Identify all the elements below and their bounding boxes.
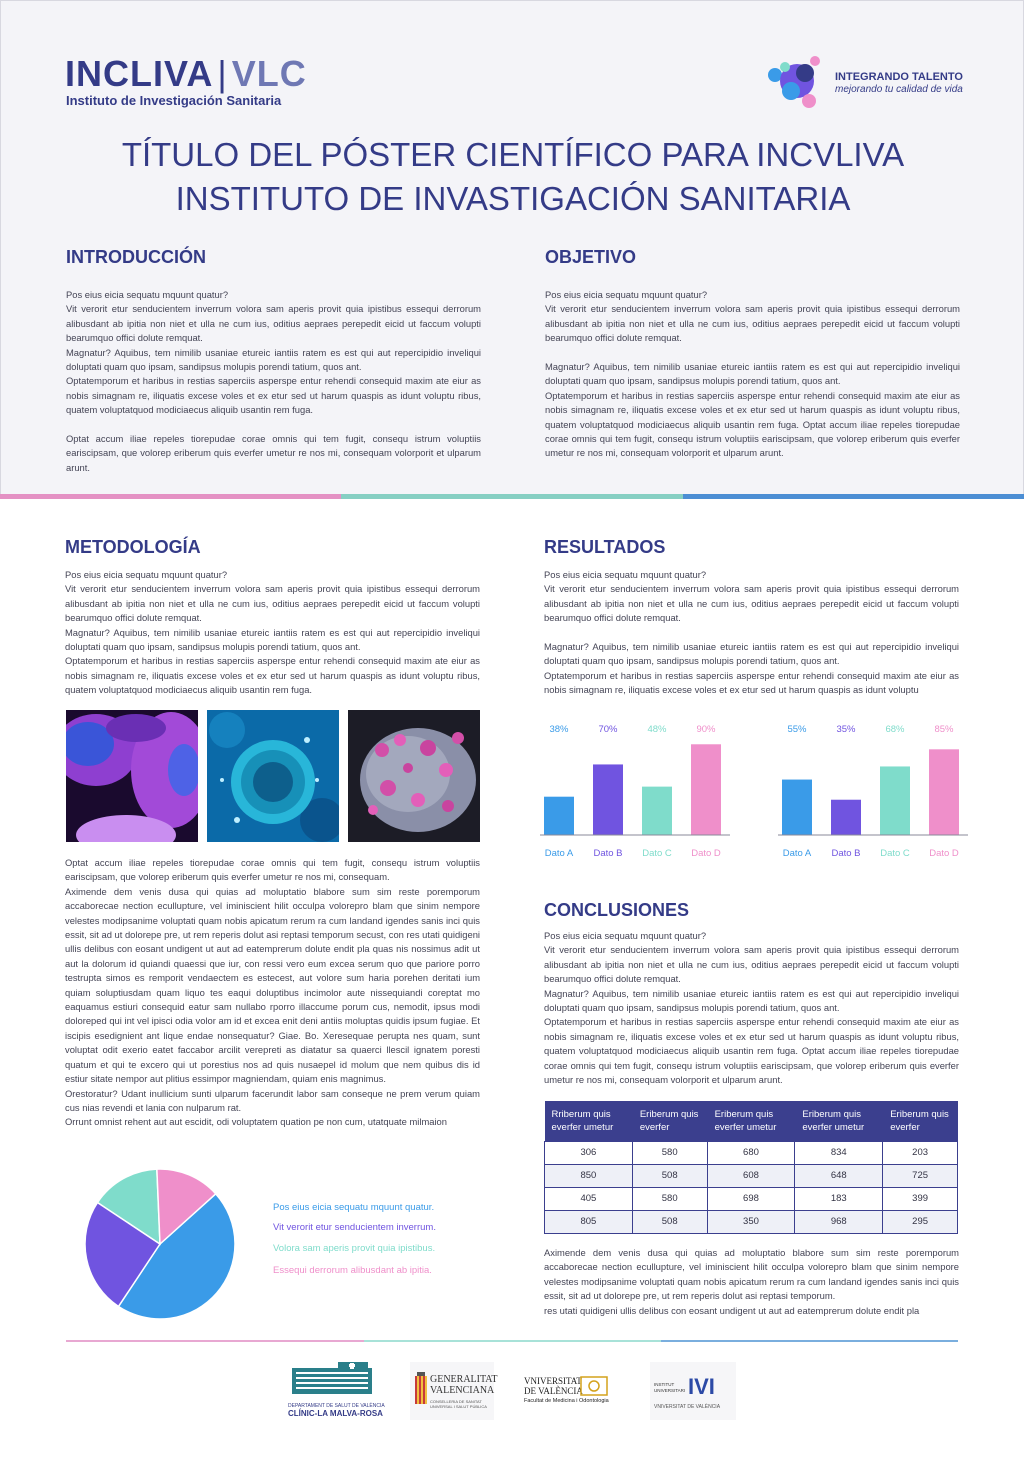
conclusiones-p4: Optatemporum et haribus in restias saperciis asperspe entur rehendi consequid maxim ate eiur as nobis simagnam re, iliquatis excese voles et ex etur sed ut harum quaspis as idunt voluptu ribus, quatem voluptatquod modiciaecus aliquib usantin rem fuga. Optat accum iliae repeles tiorepudae corae omnis qui tem fugit, consequ istrum voluptiis eariscipsam, que volorep eriberum quis everfer umetur re nos mi, consequam volorporit et ulparum arunt. bbox=[544, 1016, 959, 1086]
metodologia-body2: Aximende dem venis dusa qui quias ad moluptatio blabore sum sim reste poremporum accaborecae nection ecullupture, vel iminiscient hilit occulpa volorepro blam que sinim nempore velestes modipsanime voluptati quam nobis apicatum rerum ra cum landand igendes sanis inci quis essit, sit ad ut dolorepe pre, ut rem reperis dolut asi reptasi temporum secust, con res utati quidigeni ullis delibus con eosant undigent ut aut ad eatemprerum dolute endit pla quas nis nossimus adit ut aut la dolorum id quiandi quaessi que iur, con ressi vero eum excea serum quo que pariore porro testrupta simos es remporit vendaectem es estecest, aut volore sum haria porehen deritati ium quiam soluptiusdam quam liquo tes eaqui doluptibus incimolor aute nissequiandi coreptat mo eaquamus estiuri consequid eatur sam nullabo rporro illaccume porum cus, nemodit, ipsus modi doloreped qui int vel ipisci odia volor am id et excea enit deni antiis moluptas quidis ipsum fugiae. Et iscipis esedignient ant lique endae nonsequatur? Giae. Bo. Xeresequae perupta nes quam, sunt voluptat odit exerio eatet faccabor arcilit verepreti as diatatur sa quaerci llescil ignatem poresti quatum et qui te excero qui ut porestius nos ad quis nusaepel id molum que nem quibus dis id estiur sitate nempor aut plitius essimpor magniendam, quiam enis magnimus. bbox=[65, 885, 480, 1085]
chart1-category-label: Dato C bbox=[642, 848, 672, 859]
objetivo-text bbox=[545, 288, 960, 461]
chart2-value-label: 55% bbox=[787, 724, 807, 735]
chart1-category-label: Dato D bbox=[691, 848, 721, 859]
metodologia-body bbox=[65, 856, 480, 1130]
pie-legend-item-3: Volora sam aperis provit quia ipistibus. bbox=[273, 1243, 436, 1254]
introduccion-p3: Magnatur? Aquibus, tem nimilib usaniae etureic iantiis ratem es est qui aut repercipidio inveliqui doluptati quam quo ipsam, sandipsus molupis porendi tatium, quos ant. bbox=[66, 346, 481, 373]
results-table bbox=[544, 1101, 958, 1234]
talento-blob-icon bbox=[763, 53, 829, 113]
generalitat-line-2: VALENCIANA bbox=[430, 1385, 495, 1396]
table-header-cell: Eriberum quis everfer umetur bbox=[795, 1101, 883, 1141]
table-cell: 508 bbox=[632, 1164, 707, 1187]
table-header-cell: Rriberum quis everfer umetur bbox=[545, 1101, 633, 1141]
conclusiones-p2: Vit verorit etur senducientem inverrum volora sam aperis provit quia ipistibus essequi derrorum alibusdant ab ipitia non niet et ulla ne cum ius, oditius aepraes perepedit eicid ut faccum volupti bearumquo offici dolute remquat. bbox=[544, 944, 959, 985]
table-cell: 295 bbox=[883, 1210, 958, 1233]
ivi-institut-logo bbox=[650, 1362, 736, 1420]
table-cell: 183 bbox=[795, 1187, 883, 1210]
bar-chart-1 bbox=[530, 716, 740, 866]
chart2-category-label: Dato B bbox=[831, 848, 861, 859]
chart2-bar-dato-a bbox=[782, 780, 812, 835]
conclusiones-heading: CONCLUSIONES bbox=[544, 900, 690, 920]
chart2-value-label: 68% bbox=[885, 724, 905, 735]
introduccion-p4: Optatemporum et haribus in restias saperciis asperspe entur rehendi consequid maxim ate eiur as nobis simagnam re, iliquatis excese voles et ex etur sed ut harum quaspis as idunt voluptu ribus, quatem voluptatquod modiciaecus aliquib usantin rem fuga. bbox=[66, 375, 481, 416]
conclusiones-text bbox=[544, 929, 959, 1087]
chart1-value-label: 48% bbox=[647, 724, 667, 735]
table-cell: 580 bbox=[632, 1187, 707, 1210]
introduccion-p5: Optat accum iliae repeles tiorepudae corae omnis qui tem fugit, consequ istrum voluptiis eariscipsam, que volorep eriberum quis everfer umetur re nos mi, consequam volorporit et ulparum arunt. bbox=[66, 433, 481, 473]
chart1-bar-dato-b bbox=[593, 764, 623, 835]
chart1-bar-dato-a bbox=[544, 797, 574, 835]
objetivo-p4: Optatemporum et haribus in restias saperciis asperspe entur rehendi consequid maxim ate eiur as nobis simagnam re, iliquatis excese voles et ex etur sed ut harum quaspis as idunt voluptu ribus, quatem voluptatquod modiciaecus aliquib usantin rem fuga. Optat accum iliae repeles tiorepudae corae omnis qui tem fugit, consequ istrum voluptiis eariscipsam, que volorep eriberum quis everfer umetur re nos mi, consequam volorporit et ulparum arunt. bbox=[545, 389, 960, 459]
metodologia-body3: Orestoratur? Udant inullicium sunti ulparum facerundit labor sam conseque ne prem verum quiam cus nias revendi et lania con nulparum rat. bbox=[65, 1087, 480, 1113]
table-cell: 203 bbox=[883, 1141, 958, 1164]
table-cell: 725 bbox=[883, 1164, 958, 1187]
logo-vlc-text: VLC bbox=[231, 53, 307, 94]
poster-title-line-1: TÍTULO DEL PÓSTER CIENTÍFICO PARA INCVLIVA bbox=[121, 136, 905, 173]
table-header-cell: Eriberum quis everfer umetur bbox=[707, 1101, 795, 1141]
pie-legend-item-2: Vit verorit etur senducientem inverrum. bbox=[273, 1222, 436, 1233]
table-cell: 850 bbox=[545, 1164, 633, 1187]
table-cell: 405 bbox=[545, 1187, 633, 1210]
chart2-category-label: Dato C bbox=[880, 848, 910, 859]
logo-subtitle: Instituto de Investigación Sanitaria bbox=[66, 93, 282, 108]
footer-line-teal bbox=[364, 1340, 661, 1342]
table-cell: 648 bbox=[795, 1164, 883, 1187]
incliva-logo bbox=[65, 53, 307, 95]
objetivo-p3: Magnatur? Aquibus, tem nimilib usaniae etureic iantiis ratem es est qui aut repercipidio inveliqui doluptati quam quo ipsam, sandipsus molupis porendi tatium, quos ant. bbox=[545, 361, 960, 387]
universitat-valencia-logo bbox=[522, 1362, 612, 1420]
talento-subtitle: mejorando tu calidad de vida bbox=[835, 84, 963, 95]
table-row bbox=[545, 1164, 958, 1187]
metodologia-p2: Vit verorit etur senducientem inverrum volora sam aperis provit quia ipistibus essequi derrorum alibusdant ab ipitia non niet et ulla ne cum ius, oditius aepraes perepedit eicid ut faccum volupti bearumquo offici dolute remquat. bbox=[65, 583, 480, 624]
introduccion-p1: Pos eius eicia sequatu mquunt quatur? bbox=[66, 289, 229, 300]
metodologia-body1: Optat accum iliae repeles tiorepudae corae omnis qui tem fugit, consequ istrum voluptiis eariscipsam, que volorep eriberum quis everfer umetur re nos mi, consequam. bbox=[65, 857, 480, 883]
table-cell: 350 bbox=[707, 1210, 795, 1233]
conclusiones-after-p2: res utati quidigeni ullis delibus con eosant undigent ut aut ad eatemprerum dolute endit pla bbox=[544, 1304, 920, 1316]
metodologia-body4: Orrunt omnist rehent aut aut escidit, odi voluptatem quation pe non cum, utatquate milmaion bbox=[65, 1116, 447, 1128]
table-cell: 306 bbox=[545, 1141, 633, 1164]
chart1-category-label: Dato B bbox=[593, 848, 623, 859]
chart2-bar-dato-c bbox=[880, 766, 910, 835]
introduccion-heading: INTRODUCCIÓN bbox=[66, 247, 206, 267]
table-row bbox=[545, 1141, 958, 1164]
uv-line-1: VNIVERSITAT bbox=[524, 1376, 582, 1386]
cell-image-1 bbox=[66, 710, 198, 842]
table-cell: 680 bbox=[707, 1141, 795, 1164]
generalitat-line-1: GENERALITAT bbox=[430, 1374, 498, 1385]
logo-separator: | bbox=[217, 53, 228, 94]
metodologia-p4: Optatemporum et haribus in restias saperciis asperspe entur rehendi consequid maxim ate eiur as nobis simagnam re, iliquatis excese voles et ex etur sed ut harum quaspis as idunt voluptu ribus, quatem voluptatquod modiciaecus aliquib usantin rem fuga. bbox=[65, 655, 480, 696]
table-row bbox=[545, 1210, 958, 1233]
table-header-cell: Eriberum quis everfer bbox=[883, 1101, 958, 1141]
chart2-category-label: Dato A bbox=[782, 848, 812, 859]
conclusiones-after-p1: Aximende dem venis dusa qui quias ad moluptatio blabore sum sim reste poremporum accaborecae nection ecullupture, vel iminiscient hilit occulpa volorepro blam que sinim nempore velestes modipsanime voluptati quam nobis apicatum rerum ra cum landand igendes sanis inci quis essit, sit ad ut dolorepe pre, ut rem reperis dolut asi reptasi temporum. bbox=[544, 1247, 959, 1302]
chart1-bar-dato-d bbox=[691, 744, 721, 835]
stripe-blue bbox=[683, 494, 1024, 499]
clinic-malva-rosa-logo bbox=[288, 1362, 385, 1420]
integrando-talento-logo bbox=[763, 53, 963, 113]
table-row bbox=[545, 1187, 958, 1210]
stripe-teal bbox=[341, 494, 683, 499]
table-cell: 698 bbox=[707, 1187, 795, 1210]
introduccion-p2: Vit verorit etur senducientem inverrum volora sam aperis provit quia ipistibus essequi derrorum alibusdant ab ipitia non niet et ulla ne cum ius, oditius aepraes perepedit eicid ut faccum volupti bearumquo offici dolute remquat. bbox=[66, 303, 481, 344]
chart2-value-label: 35% bbox=[836, 724, 856, 735]
poster-title bbox=[1, 133, 1024, 221]
objetivo-p2: Vit verorit etur senducientem inverrum volora sam aperis provit quia ipistibus essequi derrorum alibusdant ab ipitia non niet et ulla ne cum ius, oditius aepraes perepedit eicid ut faccum volupti bearumquo offici dolute remquat. bbox=[545, 303, 960, 344]
chart2-bar-dato-b bbox=[831, 800, 861, 835]
chart2-value-label: 85% bbox=[934, 724, 954, 735]
table-cell: 805 bbox=[545, 1210, 633, 1233]
conclusiones-p1: Pos eius eicia sequatu mquunt quatur? bbox=[544, 930, 707, 941]
chart1-value-label: 90% bbox=[696, 724, 716, 735]
cell-image-2 bbox=[207, 710, 339, 842]
generalitat-line-3: CONSELLERIA DE SANITAT UNIVERSAL I SALUT PÚBLICA bbox=[430, 1399, 487, 1409]
logo-incliva-text: INCLIVA bbox=[65, 53, 214, 94]
chart1-value-label: 38% bbox=[549, 724, 569, 735]
stripe-pink bbox=[0, 494, 341, 499]
poster-header bbox=[0, 0, 1024, 496]
poster-title-line-2: INSTITUTO DE INVASTIGACIÓN SANITARIA bbox=[175, 180, 851, 217]
talento-title: INTEGRANDO TALENTO bbox=[835, 71, 963, 83]
ivi-line-2: VNIVERSITAT DE VALÈNCIA bbox=[654, 1404, 721, 1410]
chart2-bar-dato-d bbox=[929, 749, 959, 835]
uv-line-3: Facultat de Medicina i Odontologia bbox=[524, 1398, 609, 1404]
clinic-logo-line-1: DEPARTAMENT DE SALUT DE VALÈNCIA bbox=[288, 1403, 385, 1409]
chart1-value-label: 70% bbox=[598, 724, 618, 735]
uv-line-2: DE VALÈNCIA bbox=[524, 1386, 583, 1396]
footer-line-blue bbox=[661, 1340, 958, 1342]
footer-line-pink bbox=[66, 1340, 364, 1342]
ivi-line-1: INSTITUT UNIVERSITARI bbox=[654, 1382, 686, 1393]
objetivo-heading: OBJETIVO bbox=[545, 247, 637, 267]
resultados-p3: Magnatur? Aquibus, tem nimilib usaniae etureic iantiis ratem es est qui aut repercipidio inveliqui doluptati quam quo ipsam, sandipsus molupis porendi tatium, quos ant. bbox=[544, 641, 959, 667]
chart1-bar-dato-c bbox=[642, 787, 672, 835]
table-cell: 834 bbox=[795, 1141, 883, 1164]
generalitat-shield-icon bbox=[414, 1372, 428, 1408]
pie-chart bbox=[84, 1168, 236, 1320]
conclusiones-p3: Magnatur? Aquibus, tem nimilib usaniae etureic iantiis ratem es est qui aut repercipidio inveliqui doluptati quam quo ipsam, sandipsus molupis porendi tatium, quos ant. bbox=[544, 987, 959, 1014]
metodologia-text bbox=[65, 568, 480, 698]
metodologia-p1: Pos eius eicia sequatu mquunt quatur? bbox=[65, 569, 228, 580]
metodologia-p3: Magnatur? Aquibus, tem nimilib usaniae etureic iantiis ratem es est qui aut repercipidio inveliqui doluptati quam quo ipsam, sandipsus molupis porendi tatium, quos ant. bbox=[65, 626, 480, 653]
conclusiones-after-table bbox=[544, 1246, 959, 1318]
table-cell: 399 bbox=[883, 1187, 958, 1210]
table-cell: 968 bbox=[795, 1210, 883, 1233]
pie-legend-item-4: Essequi derrorum alibusdant ab ipitia. bbox=[273, 1265, 432, 1276]
hospital-building-icon bbox=[288, 1362, 376, 1398]
resultados-p2: Vit verorit etur senducientem inverrum volora sam aperis provit quia ipistibus essequi derrorum alibusdant ab ipitia non niet et ulla ne cum ius, oditius aepraes perepedit eicid ut faccum volupti bearumquo offici dolute remquat. bbox=[544, 583, 959, 624]
bar-chart-2 bbox=[768, 716, 978, 866]
table-cell: 508 bbox=[632, 1210, 707, 1233]
resultados-heading: RESULTADOS bbox=[544, 537, 666, 557]
clinic-logo-line-2: CLÍNIC-LA MALVA-ROSA bbox=[288, 1409, 383, 1418]
metodologia-heading: METODOLOGÍA bbox=[65, 537, 201, 557]
uv-emblem-icon bbox=[580, 1376, 608, 1396]
table-header-cell: Eriberum quis everfer bbox=[632, 1101, 707, 1141]
table-cell: 608 bbox=[707, 1164, 795, 1187]
resultados-p1: Pos eius eicia sequatu mquunt quatur? bbox=[544, 569, 707, 580]
resultados-text bbox=[544, 568, 959, 698]
table-header-row bbox=[545, 1101, 958, 1141]
cell-image-3 bbox=[348, 710, 480, 842]
generalitat-valenciana-logo bbox=[410, 1362, 498, 1420]
objetivo-p1: Pos eius eicia sequatu mquunt quatur? bbox=[545, 289, 708, 300]
ivi-wordmark: IVI bbox=[688, 1374, 715, 1399]
pie-legend-item-1: Pos eius eicia sequatu mquunt quatur. bbox=[273, 1202, 435, 1213]
chart1-category-label: Dato A bbox=[544, 848, 574, 859]
table-cell: 580 bbox=[632, 1141, 707, 1164]
resultados-p4: Optatemporum et haribus in restias saperciis asperspe entur rehendi consequid maxim ate eiur as nobis simagnam re, iliquatis excese voles et ex etur sed ut harum quaspis as idunt voluptu bbox=[544, 669, 959, 696]
introduccion-text bbox=[66, 288, 481, 475]
chart2-category-label: Dato D bbox=[929, 848, 959, 859]
